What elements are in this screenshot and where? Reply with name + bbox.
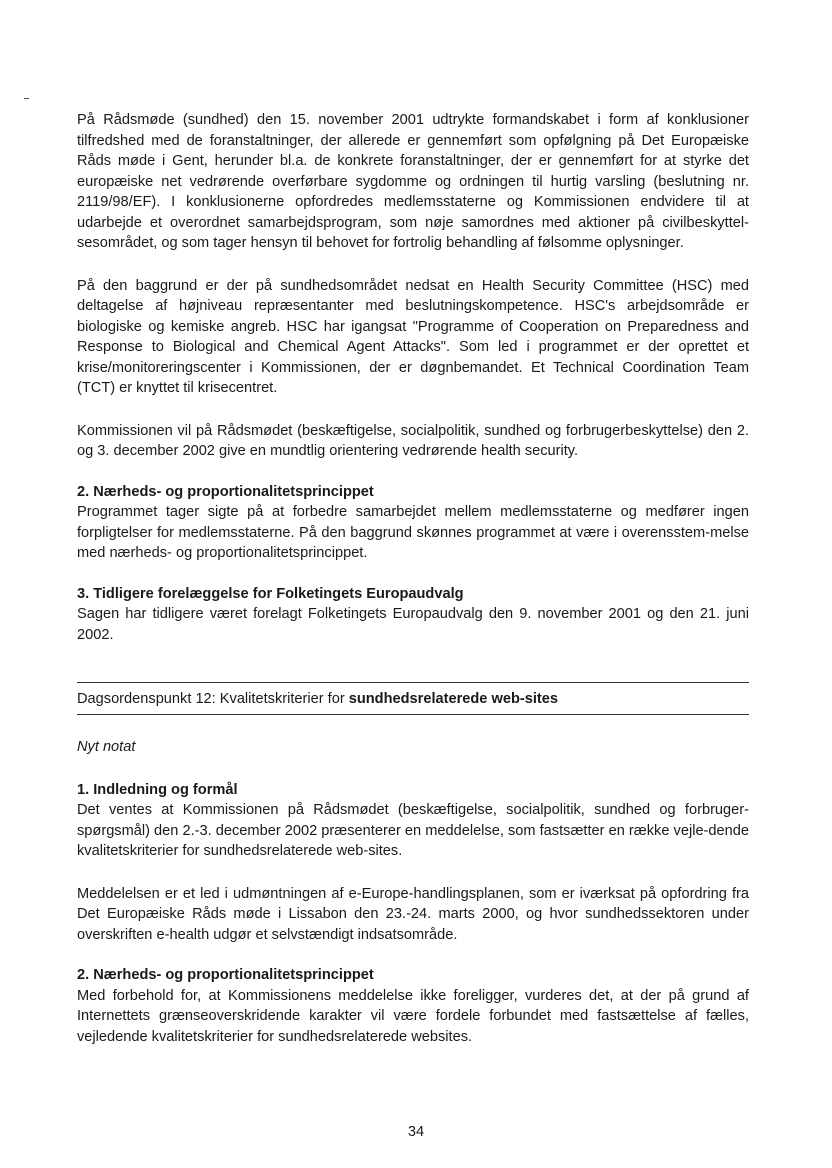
margin-mark (24, 98, 29, 99)
paragraph-commission-orientation: Kommissionen vil på Rådsmødet (beskæftigelse, socialpolitik, sundhed og forbrugerbeskyttelse) den 2. og 3. december 2002 give en mundtlig orientering vedrørende health security. (77, 422, 749, 459)
page-number: 34 (407, 1124, 425, 1140)
section-text-principle: Med forbehold for, at Kommissionens meddelelse ikke foreligger, vurderes det, at der på grund af Internettets grænseoverskridende karakter vil være fordele forbundet med fastsættelse af fælles, vejledende kvalitetskriterier for sundhedsrelaterede websites. (77, 987, 749, 1045)
document-page (77, 110, 749, 1047)
agenda-item-topic: sundhedsrelaterede web-sites (348, 691, 558, 707)
section-text-subsidiarity: Programmet tager sigte på at forbedre samarbejdet mellem medlemsstaterne og medfører ingen forpligtelser for medlemsstaterne. På den baggrund skønnes programmet at være i overensstem-melse med nærheds- og proportionalitetsprincippet. (77, 504, 749, 561)
note-label: Nyt notat (77, 739, 136, 755)
section-heading-previous-submission: 3. Tidligere forelæggelse for Folketingets Europaudvalg (77, 585, 464, 602)
section-heading-subsidiarity: 2. Nærheds- og proportionalitetsprincippet (77, 483, 374, 500)
agenda-item-header (77, 682, 749, 715)
section-text-introduction: Det ventes at Kommissionen på Rådsmødet (beskæftigelse, socialpolitik, sundhed og forbruger-spørgsmål) den 2.-3. december 2002 præsenterer en meddelelse, som fastsætter en række vejle-dende kvalitetskriterier for sundhedsrelaterede web-sites. (77, 802, 749, 859)
section-heading-introduction: 1. Indledning og formål (77, 781, 238, 798)
paragraph-council-conclusions: På Rådsmøde (sundhed) den 15. november 2001 udtrykte formandskabet i form af konklusioner tilfredshed med de foranstaltninger, der allerede er gennemført som opfølgning på Det Europæiske Råds møde i Gent, herunder bl.a. de konkrete foranstaltninger, der er gennemført for at styrke det europæiske net vedrørende overførbare sygdomme og ordningen til hurtig varsling (beslutning nr. 2119/98/EF). I konklusionerne opfordredes medlemsstaterne og Kommissionen endvidere til at udarbejde et overordnet samarbejdsprogram, som nøje samordnes med aktioner på civilbeskyttel-sesområdet, og som tager hensyn til behovet for fortrolig behandling af følsomme oplysninger. (77, 112, 749, 251)
paragraph-health-security-committee: På den baggrund er der på sundhedsområdet nedsat en Health Security Committee (HSC) med deltagelse af højniveau repræsentanter med beslutningskompetence. HSC's arbejdsområde er biologiske og kemiske angreb. HSC har igangsat "Programme of Cooperation on Preparedness and Response to Biological and Chemical Agent Attacks". Som led i programmet er der oprettet et krise/monitoreringscenter i Kommissionen, der er døgnbemandet. Et Technical Coordination Team (TCT) er knyttet til krisecentret. (77, 277, 749, 396)
section-text-eeurope: Meddelelsen er et led i udmøntningen af e-Europe-handlingsplanen, som er iværksat på opfordring fra Det Europæiske Råds møde i Lissabon den 23.-24. marts 2000, og hvor sundhedssektoren under overskriften e-health udgør et selvstændigt indsatsområde. (77, 885, 749, 943)
section-text-previous-submission: Sagen har tidligere været forelagt Folketingets Europaudvalg den 9. november 2001 og den 21. juni 2002. (77, 606, 749, 643)
agenda-item-prefix: Dagsordenspunkt 12: Kvalitetskriterier for (77, 691, 349, 707)
section-heading-principle: 2. Nærheds- og proportionalitetsprincippet (77, 967, 374, 983)
